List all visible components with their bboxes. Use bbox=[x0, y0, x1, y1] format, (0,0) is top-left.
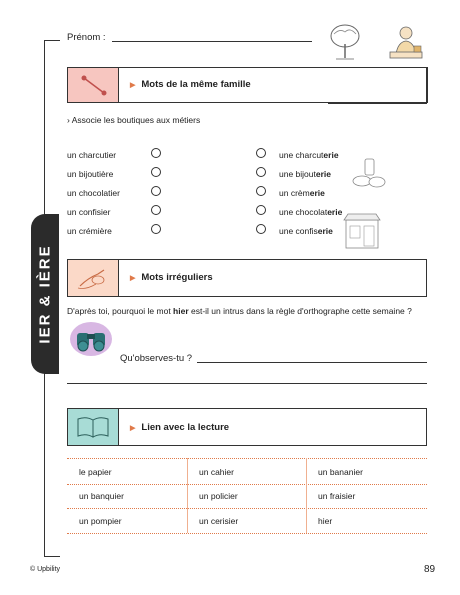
section2-title: ▶ Mots irréguliers bbox=[130, 272, 213, 283]
table-cell: hier bbox=[318, 516, 333, 526]
section1-header bbox=[67, 67, 427, 103]
left-word: un chocolatier bbox=[67, 188, 120, 198]
table-cell: un banquier bbox=[79, 491, 124, 501]
copyright: © Upbility bbox=[30, 566, 61, 573]
section1-title: ▶ Mots de la même famille bbox=[130, 79, 251, 90]
match-dot-right[interactable] bbox=[256, 148, 266, 158]
match-dot-left[interactable] bbox=[151, 167, 161, 177]
table-row bbox=[67, 483, 427, 509]
observe-answer-line[interactable] bbox=[197, 362, 427, 363]
match-dot-right[interactable] bbox=[256, 224, 266, 234]
section3-header bbox=[67, 408, 427, 446]
right-word: une confiserie bbox=[279, 226, 333, 236]
section2-header bbox=[67, 259, 427, 297]
match-dot-left[interactable] bbox=[151, 205, 161, 215]
left-word: un crémière bbox=[67, 226, 112, 236]
frame-bottom bbox=[44, 556, 60, 557]
shop-icon bbox=[342, 212, 382, 252]
frame-top bbox=[44, 40, 60, 41]
match-dot-left[interactable] bbox=[151, 224, 161, 234]
table-cell: un pompier bbox=[79, 516, 122, 526]
prenom-field[interactable] bbox=[112, 41, 312, 42]
table-divider bbox=[187, 458, 188, 533]
section1-side bbox=[427, 67, 428, 103]
table-row bbox=[67, 508, 427, 534]
right-word: une charcuterie bbox=[279, 150, 339, 160]
match-dot-right[interactable] bbox=[256, 167, 266, 177]
match-dot-right[interactable] bbox=[256, 186, 266, 196]
match-dot-right[interactable] bbox=[256, 205, 266, 215]
left-word: un bijoutière bbox=[67, 169, 114, 179]
left-word: un confisier bbox=[67, 207, 111, 217]
table-cell: un bananier bbox=[318, 467, 363, 477]
observe-label: Qu'observes-tu ? bbox=[120, 353, 193, 364]
match-dot-left[interactable] bbox=[151, 148, 161, 158]
right-word: une bijouterie bbox=[279, 169, 331, 179]
link-icon bbox=[68, 68, 119, 102]
right-word: un crèmerie bbox=[279, 188, 325, 198]
table-cell: un fraisier bbox=[318, 491, 356, 501]
table-divider bbox=[306, 458, 307, 533]
table-cell: un cerisier bbox=[199, 516, 239, 526]
tree-icon bbox=[328, 22, 362, 62]
side-tab-label: IER & IÈRE bbox=[36, 244, 54, 344]
page-number: 89 bbox=[424, 564, 436, 575]
match-dot-left[interactable] bbox=[151, 186, 161, 196]
table-row bbox=[67, 458, 427, 485]
binoculars-icon bbox=[69, 320, 113, 358]
right-word: une chocolaterie bbox=[279, 207, 343, 217]
open-book-icon bbox=[68, 409, 119, 445]
table-cell: un cahier bbox=[199, 467, 234, 477]
answer-line-2[interactable] bbox=[67, 383, 427, 384]
table-cell: un policier bbox=[199, 491, 238, 501]
section1-instruction: › Associe les boutiques aux métiers bbox=[67, 115, 201, 125]
section2-question: D'après toi, pourquoi le mot hier est-il un intrus dans la règle d'orthographe cette semaine ? bbox=[67, 306, 412, 316]
banker-icon bbox=[386, 22, 426, 62]
left-word: un charcutier bbox=[67, 150, 117, 160]
prenom-label: Prénom : bbox=[67, 32, 106, 43]
section1-underline bbox=[328, 103, 427, 104]
table-cell: le papier bbox=[79, 467, 112, 477]
section3-title: ▶ Lien avec la lecture bbox=[130, 422, 230, 433]
writing-hand-icon bbox=[68, 260, 119, 296]
cream-icon bbox=[352, 156, 386, 190]
side-tab bbox=[31, 214, 59, 374]
